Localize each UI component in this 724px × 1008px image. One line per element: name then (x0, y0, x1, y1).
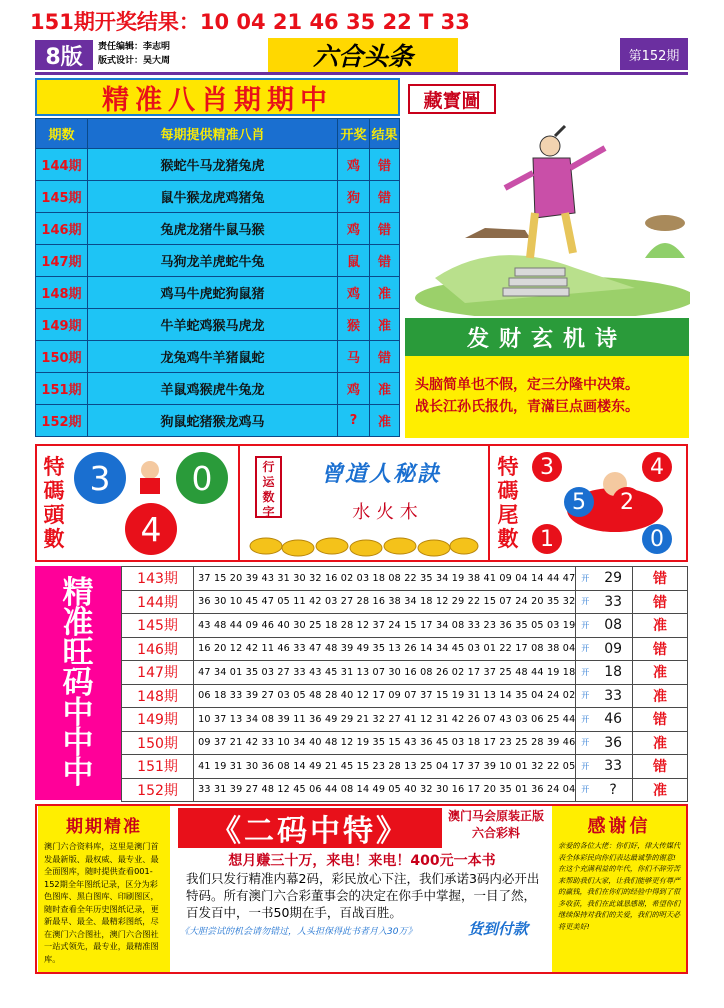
label-char: 特 (43, 455, 65, 479)
period-cell: 144期 (36, 149, 88, 181)
accuracy-text: 澳门六合资料库，这里是澳门首发最新版、最权威、最专业、最全面图库，随时提供查看001-152期全年图纸记录，区分为彩色图库、黑白图库、印刷图区，随时查看全年历史图纸记录，更新最早、最全、最精彩图纸，尽在澳门六合图社，澳门六合图社一站式领先，最专业，最精准图库。 (44, 841, 159, 964)
table-row (122, 661, 688, 685)
result-cell: 错 (633, 590, 688, 614)
head-number-label (41, 455, 67, 551)
zodiac-cell: 狗鼠蛇猪猴龙鸡马 (88, 405, 338, 437)
result-cell: 错 (633, 755, 688, 779)
period-cell: 146期 (36, 213, 88, 245)
accuracy-title: 期期精准 (66, 817, 142, 837)
col-period: 期数 (36, 119, 88, 149)
zodiac-cell: 鸡马牛虎蛇狗鼠猪 (88, 277, 338, 309)
result-cell: 错 (370, 341, 400, 373)
period-cell: 149期 (122, 708, 194, 732)
zodiac-cell: 鼠牛猴龙虎鸡猪兔 (88, 181, 338, 213)
rock (645, 215, 685, 231)
draw-cell: 鸡 (338, 373, 370, 405)
table-row (36, 277, 400, 309)
tail-ball-4: 4 (642, 452, 672, 482)
label-char: 中 (62, 725, 94, 761)
result-cell: 准 (370, 373, 400, 405)
period-cell: 145期 (36, 181, 88, 213)
label-char: 特 (497, 455, 519, 479)
label-char: 碼 (43, 479, 65, 503)
numbers-cell: 43 48 44 09 46 40 30 25 18 28 12 37 24 15 17 34 08 33 23 36 35 05 03 19 (194, 614, 576, 638)
numbers-cell: 41 19 31 30 36 08 14 49 21 45 15 23 28 13 25 04 17 37 39 10 01 32 22 05 (194, 755, 576, 779)
kai-label: 开 (576, 590, 594, 614)
zodiac-cell: 兔虎龙猪牛鼠马猴 (88, 213, 338, 245)
table-row (122, 614, 688, 638)
treasure-map-label: 藏寳圖 (408, 84, 496, 114)
head-ball-4: 4 (125, 503, 177, 555)
result-cell: 准 (633, 778, 688, 802)
label-char: 码 (62, 665, 94, 701)
ad-slogan: 想月赚三十万，来电！来电！400元一本书 (228, 853, 496, 869)
special-cell: 08 (594, 614, 632, 638)
col-result: 结果 (370, 119, 400, 149)
col-zodiacs: 每期提供精准八肖 (88, 119, 338, 149)
table-row (36, 149, 400, 181)
period-cell: 146期 (122, 637, 194, 661)
editor-line: 责任编辑：李志明 (98, 42, 171, 52)
five-elements: 水 火 木 (352, 502, 418, 523)
table-row (122, 637, 688, 661)
result-cell: 错 (633, 637, 688, 661)
numbers-cell: 33 31 39 27 48 12 45 06 44 08 14 49 05 40 32 30 16 17 20 35 01 36 24 04 (194, 778, 576, 802)
draw-cell: 鸡 (338, 213, 370, 245)
special-cell: 46 (594, 708, 632, 732)
table-row (122, 755, 688, 779)
special-cell: 09 (594, 637, 632, 661)
draw-result-headline: 151期开奖结果：10 04 21 46 35 22 T 33 (30, 10, 470, 34)
result-cell: 错 (370, 181, 400, 213)
kai-label: 开 (576, 778, 594, 802)
kai-label: 开 (576, 637, 594, 661)
kai-label: 开 (576, 731, 594, 755)
tail-ball-0: 0 (642, 524, 672, 554)
poem-line: 头脑简单也不假，定三分隆中决策。 (415, 377, 639, 393)
ad-footnote: 《大胆尝试的机会请勿错过，人头担保得此书者月入30万》 (180, 927, 417, 937)
child-figure-icon (126, 458, 174, 498)
head-ball-0: 0 (176, 452, 228, 504)
period-cell: 150期 (36, 341, 88, 373)
period-cell: 147期 (122, 661, 194, 685)
eight-zodiac-table (35, 118, 400, 437)
table-row (36, 309, 400, 341)
numbers-cell: 09 37 21 42 33 10 34 40 48 12 19 35 15 43 36 45 03 18 17 23 25 28 39 46 (194, 731, 576, 755)
table-row (36, 373, 400, 405)
period-cell: 149期 (36, 309, 88, 341)
label-char: 中 (62, 755, 94, 791)
zodiac-cell: 龙兔鸡牛羊猪鼠蛇 (88, 341, 338, 373)
draw-cell: 鼠 (338, 245, 370, 277)
zodiac-cell: 牛羊蛇鸡猴马虎龙 (88, 309, 338, 341)
numbers-cell: 37 15 20 39 43 31 30 32 16 02 03 18 08 22 35 34 19 38 41 09 04 14 44 47 (194, 567, 576, 591)
period-cell: 152期 (36, 405, 88, 437)
tail-ball-5: 5 (564, 487, 594, 517)
result-cell: 错 (370, 213, 400, 245)
poem-title: 发财玄机诗 (405, 318, 689, 356)
result-cell: 准 (633, 661, 688, 685)
table-row (36, 213, 400, 245)
gold-ingots-icon (246, 524, 482, 558)
result-cell: 准 (633, 731, 688, 755)
numbers-table (121, 566, 688, 802)
period-cell: 147期 (36, 245, 88, 277)
table-row (122, 567, 688, 591)
zodiac-cell: 猴蛇牛马龙猪兔虎 (88, 149, 338, 181)
tail-ball-3: 3 (532, 452, 562, 482)
numbers-cell: 16 20 12 42 11 46 33 47 48 39 49 35 13 26 14 34 45 03 01 22 17 08 38 04 (194, 637, 576, 661)
col-draw: 开奖 (338, 119, 370, 149)
result-cell: 准 (633, 614, 688, 638)
numbers-cell: 10 37 13 34 08 39 11 36 49 29 21 32 27 41 12 31 42 26 07 43 03 06 25 44 (194, 708, 576, 732)
label-char: 精 (62, 575, 94, 611)
table-row (36, 405, 400, 437)
zodiac-cell: 羊鼠鸡猴虎牛兔龙 (88, 373, 338, 405)
period-cell: 145期 (122, 614, 194, 638)
result-cell: 准 (370, 309, 400, 341)
draw-cell: 马 (338, 341, 370, 373)
numbers-cell: 36 30 10 45 47 05 11 42 03 27 28 16 38 34 18 12 29 22 15 07 24 20 35 32 (194, 590, 576, 614)
lucky-number-label: 行运数字 (255, 456, 282, 518)
label-char: 旺 (62, 635, 94, 671)
draw-cell: 狗 (338, 181, 370, 213)
label-char: 數 (497, 527, 519, 551)
treasure-illustration (405, 118, 690, 316)
table-row (36, 341, 400, 373)
special-cell: ? (594, 778, 632, 802)
period-cell: 152期 (122, 778, 194, 802)
label-char: 准 (62, 605, 94, 641)
kai-label: 开 (576, 755, 594, 779)
numbers-cell: 06 18 33 39 27 03 05 48 28 40 12 17 09 07 37 15 19 31 13 14 35 04 24 02 (194, 684, 576, 708)
table-row (122, 778, 688, 802)
thanks-title: 感谢信 (587, 816, 651, 837)
kai-label: 开 (576, 684, 594, 708)
result-cell: 错 (633, 567, 688, 591)
result-cell: 准 (370, 277, 400, 309)
period-cell: 148期 (36, 277, 88, 309)
special-cell: 29 (594, 567, 632, 591)
kai-label: 开 (576, 567, 594, 591)
kai-label: 开 (576, 661, 594, 685)
table-row (122, 590, 688, 614)
period-cell: 151期 (36, 373, 88, 405)
poem-body (405, 356, 689, 438)
accurate-numbers-label (35, 566, 121, 800)
special-cell: 36 (594, 731, 632, 755)
period-cell: 144期 (122, 590, 194, 614)
label-char: 頭 (43, 503, 65, 527)
tail-ball-2: 2 (612, 487, 642, 517)
cash-on-delivery-label: 货到付款 (468, 920, 529, 938)
result-cell: 错 (633, 708, 688, 732)
paper-title: 六合头条 (268, 38, 458, 72)
table-row (36, 245, 400, 277)
label-char: 數 (43, 527, 65, 551)
result-cell: 准 (633, 684, 688, 708)
draw-cell: 猴 (338, 309, 370, 341)
result-cell: 错 (370, 245, 400, 277)
thanks-text: 亲爱的各位大佬：你们好，律大传媒代表全体彩民向你们表达最诚挚的谢意!在这个充满利益的年代，你们不辞劳苦来帮助我们大家，让我们能够更有尊严的赢钱，我们在你们的经验中得到了很多收获，我们在此诚恳感谢，希望你们继续保持对我们的关爱，我们的明天必将更美好! (558, 841, 681, 931)
tail-ball-1: 1 (532, 524, 562, 554)
table-row (122, 731, 688, 755)
ad-body: 我们只发行精准内幕2码，彩民放心下注，我们承诺3码内必开出特码。所有澳门六合彩董事会的决定在你手中掌握，一目了然，百发百中，一书50期在手，百战百胜。 (186, 871, 540, 920)
designer-line: 版式设计：吴大周 (98, 56, 171, 66)
ad-title: 《二码中特》 (178, 808, 442, 848)
editor-credits (98, 40, 170, 68)
header-divider (35, 72, 688, 75)
kai-label: 开 (576, 614, 594, 638)
table-row (36, 181, 400, 213)
draw-cell: ? (338, 405, 370, 437)
special-cell: 18 (594, 661, 632, 685)
eight-zodiac-title: 精准八肖期期中 (35, 78, 400, 116)
period-cell: 151期 (122, 755, 194, 779)
table-row (122, 684, 688, 708)
period-cell: 143期 (122, 567, 194, 591)
result-cell: 错 (370, 149, 400, 181)
table-row (122, 708, 688, 732)
period-cell: 150期 (122, 731, 194, 755)
issue-number: 第152期 (620, 38, 688, 70)
draw-cell: 鸡 (338, 149, 370, 181)
numbers-cell: 47 34 01 35 03 27 33 43 45 31 13 07 30 16 08 26 02 17 37 25 48 44 19 18 (194, 661, 576, 685)
kai-label: 开 (576, 708, 594, 732)
poem-line: 战长江孙氏报仇，青滿巨点画楼东。 (415, 399, 639, 415)
label-char: 碼 (497, 479, 519, 503)
version-badge: 8版 (35, 40, 93, 70)
label-char: 中 (62, 695, 94, 731)
period-cell: 148期 (122, 684, 194, 708)
result-cell: 准 (370, 405, 400, 437)
tail-number-label (495, 455, 521, 551)
draw-cell: 鸡 (338, 277, 370, 309)
special-cell: 33 (594, 684, 632, 708)
label-char: 尾 (497, 503, 519, 527)
zodiac-cell: 马狗龙羊虎蛇牛兔 (88, 245, 338, 277)
secret-title: 曾道人秘訣 (320, 461, 441, 487)
ad-subtitle: 澳门马会原装正版六合彩料 (447, 809, 544, 840)
head-ball-3: 3 (74, 452, 126, 504)
special-cell: 33 (594, 590, 632, 614)
special-cell: 33 (594, 755, 632, 779)
